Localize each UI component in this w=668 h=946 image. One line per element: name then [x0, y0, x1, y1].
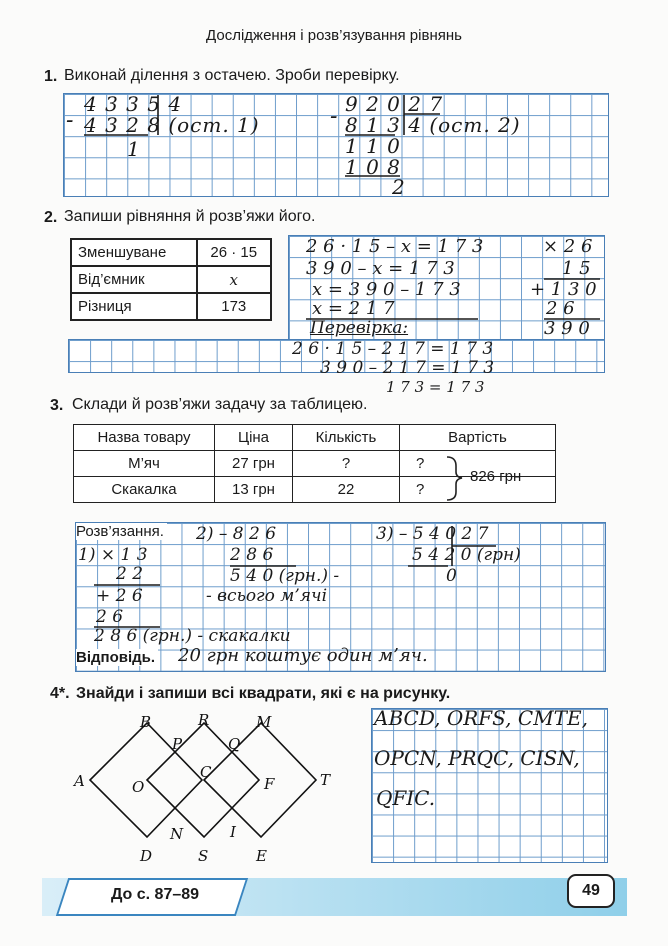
task2-mult-line5: 3 9 0 — [544, 318, 590, 339]
point-label: E — [256, 847, 267, 865]
task1-a-line2: 4 3 2 8 (ост. 1) — [84, 113, 260, 137]
task3-s1-line2: 2 2 — [116, 564, 144, 584]
task1-text: Виконай ділення з остачею. Зроби перевірку. — [64, 67, 400, 84]
task4-answer-line3: QFIC. — [376, 786, 436, 810]
task2-line2: 3 9 0 – x = 1 7 3 — [306, 258, 455, 279]
task3-s1-line3: + 2 6 — [96, 586, 143, 606]
table-cell: Різниця — [71, 293, 197, 320]
table-cell: x — [197, 266, 271, 293]
table-cell: ? — [400, 451, 556, 477]
task3-s3-line1: 3) – 5 4 0 2 7 — [376, 524, 489, 544]
point-label: S — [198, 847, 209, 865]
task3-number: 3. — [50, 397, 64, 414]
task2-mult-line3: + 1 3 0 — [530, 279, 597, 300]
task2-mult-line2: 1 5 — [562, 258, 591, 279]
point-label: N — [170, 825, 184, 843]
point-label: I — [230, 823, 236, 841]
point-label: M — [256, 713, 272, 731]
table-cell: Скакалка — [74, 477, 215, 503]
point-label: Q — [228, 735, 241, 753]
table-cell: 13 грн — [215, 477, 293, 503]
page-title: Дослідження і розв’язування рівнянь — [206, 27, 462, 44]
table-cell: Зменшуване — [71, 239, 197, 266]
table-cell: 27 грн — [215, 451, 293, 477]
task1-b-line4: 1 0 8 — [345, 155, 401, 179]
task3-answer: 20 грн коштує один м’яч. — [178, 645, 428, 666]
task3-s2-line4: - всього м’ячі — [206, 586, 328, 606]
task2-line1: 2 6 · 1 5 – x = 1 7 3 — [306, 236, 484, 257]
point-label: O — [132, 778, 145, 796]
point-label: A — [74, 772, 85, 790]
point-label: B — [140, 713, 152, 731]
task4-answer-line2: OPCN, PRQC, CISN, — [374, 746, 580, 770]
task1-a-line3: 1 — [127, 137, 140, 161]
task3-s1-line1: 1) × 1 3 — [78, 545, 148, 565]
task3-text: Склади й розв’яжи задачу за таблицею. — [72, 396, 368, 413]
task3-s3-line2: 5 4 2 0 (грн) — [412, 545, 521, 565]
point-label: D — [140, 847, 153, 865]
task2-line8: 1 7 3 = 1 7 3 — [386, 378, 485, 396]
task3-solution-label: Розв’язання. — [76, 523, 167, 540]
task1-number: 1. — [44, 68, 58, 85]
table-header-cell: Ціна — [215, 425, 293, 451]
task1-b-minus: - — [330, 104, 338, 129]
task1-b-dividend: 9 2 0 2 7 — [345, 92, 444, 116]
task3-s1-line4: 2 6 — [96, 607, 124, 627]
task3-s1-result: 2 8 6 (грн.) - скакалки — [94, 626, 291, 646]
footer-reference: До с. 87–89 — [110, 886, 200, 903]
task2-text: Запиши рівняння й розв’яжи його. — [64, 208, 316, 225]
task1-a-minus: - — [66, 108, 74, 133]
table-cell: Від’ємник — [71, 266, 197, 293]
task2-line6: 2 6 · 1 5 – 2 1 7 = 1 7 3 — [292, 339, 494, 359]
task2-check-label: Перевірка: — [310, 318, 409, 338]
table-cell: 26 · 15 — [197, 239, 271, 266]
task4-number: 4*. — [50, 685, 70, 702]
table-header-cell: Кількість — [293, 425, 400, 451]
task1-b-line5: 2 — [392, 175, 405, 199]
task1-a-dividend: 4 3 3 5 4 — [84, 92, 183, 116]
table-cell: М’яч — [74, 451, 215, 477]
point-label: F — [264, 775, 275, 793]
task4-answer-line1: ABCD, ORFS, CMTE, — [374, 706, 588, 730]
task2-mult-line1: × 2 6 — [543, 236, 593, 257]
task3-s2-line2: 2 8 6 — [230, 545, 274, 565]
table-cell: ? — [293, 451, 400, 477]
point-label: C — [200, 763, 212, 781]
point-label: R — [198, 711, 210, 729]
task1-b-line3: 1 1 0 — [345, 134, 401, 158]
task2-line4: x = 2 1 7 — [312, 298, 395, 319]
table-cell: ? — [400, 477, 556, 503]
point-label: T — [320, 771, 331, 789]
task2-number: 2. — [44, 209, 58, 226]
task2-line3: x = 3 9 0 – 1 7 3 — [312, 279, 461, 300]
task2-line7: 3 9 0 – 2 1 7 = 1 7 3 — [320, 358, 495, 378]
table-header-cell: Вартість — [400, 425, 556, 451]
point-label: P — [172, 735, 183, 753]
table-cell: 22 — [293, 477, 400, 503]
task3-total: 826 грн — [470, 468, 522, 485]
page-number: 49 — [567, 874, 615, 908]
task1-b-line2: 8 1 3 4 (ост. 2) — [345, 113, 521, 137]
task3-s2-line3: 5 4 0 (грн.) - — [230, 566, 340, 586]
task3-answer-label: Відповідь. — [76, 649, 158, 666]
table-cell: 173 — [197, 293, 271, 320]
task2-mult-line4: 2 6 — [546, 298, 575, 319]
task3-s2-line1: 2) – 8 2 6 — [196, 524, 277, 544]
task3-s3-line3: 0 — [446, 566, 457, 586]
task4-text: Знайди і запиши всі квадрати, які є на рисунку. — [76, 685, 451, 702]
table-header-cell: Назва товару — [74, 425, 215, 451]
squares-figure — [60, 705, 360, 875]
